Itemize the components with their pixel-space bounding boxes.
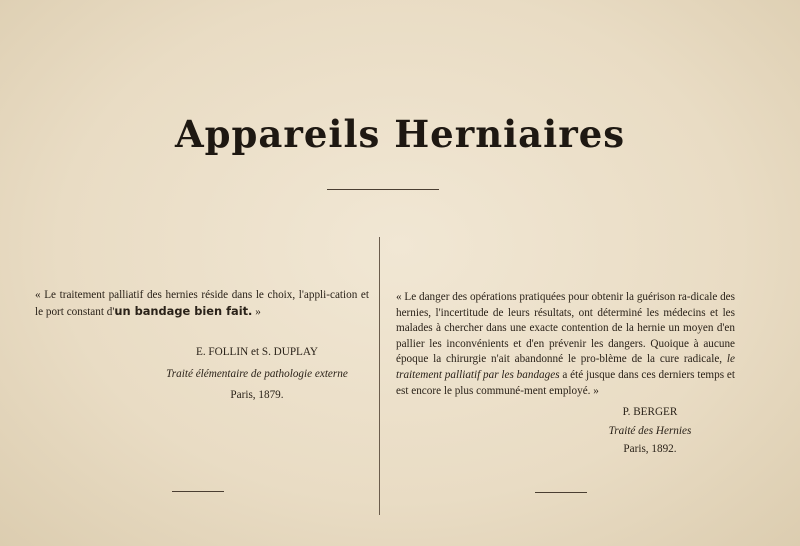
right-quote-text: « Le danger des opérations pratiquées pour obtenir la guérison ra-dicale des hernies, l'incertitude de leurs résultats, ont déterminé les médecins et les malades à chercher dans une exacte contention de la hernie un moyen d'en pallier les inconvénients et d'en prévenir les dangers. Quoique à aucune époque la chirurgie n'ait abandonné le pro-blème de la cure radicale, <box>396 291 735 366</box>
left-quote-close: » <box>252 305 261 318</box>
left-author: E. FOLLIN et S. DUPLAY <box>195 346 319 358</box>
right-quote-emphasis: le traitement palliatif par les bandages <box>396 353 735 381</box>
right-attribution <box>560 405 740 461</box>
right-place-date: Paris, 1892. <box>623 443 677 455</box>
right-end-rule <box>535 492 587 493</box>
right-quote <box>396 290 735 399</box>
left-quote-emphasis: un bandage bien fait. <box>114 303 253 318</box>
page-title: Appareils Herniaires <box>174 112 626 156</box>
left-end-rule <box>172 491 224 492</box>
left-work-title: Traité élémentaire de pathologie externe <box>166 367 348 380</box>
right-author: P. BERGER <box>622 406 678 418</box>
title-divider <box>327 189 439 190</box>
left-quote <box>35 288 369 320</box>
right-quote-close: a été jusque dans ces derniers temps et est encore le plus communé-ment employé. » <box>396 368 735 397</box>
left-attribution <box>134 345 380 410</box>
left-place-date: Paris, 1879. <box>230 389 284 401</box>
right-work-title: Traité des Hernies <box>608 424 692 437</box>
left-quote-text: « Le traitement palliatif des hernies réside dans le choix, l'appli-cation et le port constant d' <box>35 289 369 318</box>
